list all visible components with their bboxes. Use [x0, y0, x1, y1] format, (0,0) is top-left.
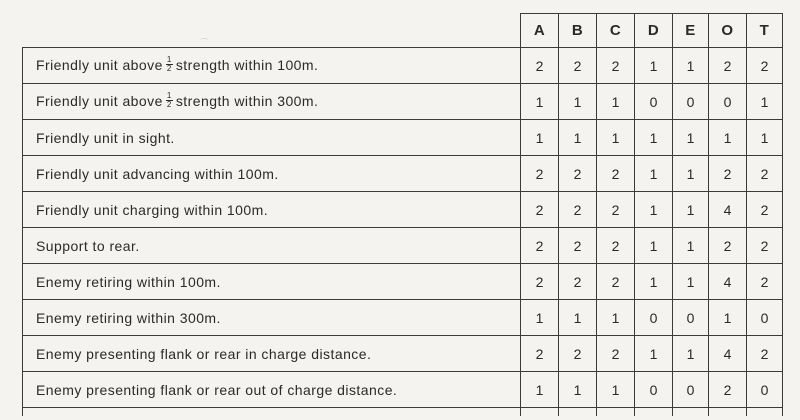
modifier-table [22, 13, 783, 416]
row-description [23, 264, 521, 300]
value-cell-d: 0 [635, 372, 673, 408]
description-text-continued: strength within 300m. [175, 92, 319, 109]
value-cell-c: 2 [597, 228, 635, 264]
description-text: Friendly unit advancing within 100m. [36, 165, 279, 182]
description-text-continued: strength within 100m. [175, 56, 319, 73]
value-cell-e: 1 [673, 156, 709, 192]
column-header-c: C [597, 14, 635, 48]
value-cell-t: 0 [747, 372, 783, 408]
value-cell-t: 2 [747, 264, 783, 300]
empty-cell [521, 408, 559, 417]
column-header-b: B [559, 14, 597, 48]
value-cell-o: 4 [709, 264, 747, 300]
table-row [23, 156, 783, 192]
value-cell-d: 1 [635, 336, 673, 372]
value-cell-c: 1 [597, 84, 635, 120]
description-text: Enemy retiring within 100m. [36, 273, 221, 290]
row-description [23, 300, 521, 336]
column-header-t: T [747, 14, 783, 48]
empty-cell [709, 408, 747, 417]
description-text: Friendly unit above [36, 56, 163, 73]
value-cell-o: 4 [709, 336, 747, 372]
value-cell-e: 1 [673, 336, 709, 372]
value-cell-b: 1 [559, 372, 597, 408]
value-cell-t: 2 [747, 156, 783, 192]
fraction [166, 92, 173, 109]
value-cell-c: 2 [597, 192, 635, 228]
value-cell-a: 2 [521, 336, 559, 372]
value-cell-t: 2 [747, 228, 783, 264]
value-cell-a: 2 [521, 156, 559, 192]
value-cell-d: 1 [635, 156, 673, 192]
value-cell-e: 0 [673, 372, 709, 408]
value-cell-d: 1 [635, 192, 673, 228]
value-cell-c: 1 [597, 372, 635, 408]
value-cell-e: 1 [673, 192, 709, 228]
header-row [23, 14, 783, 48]
value-cell-c: 1 [597, 300, 635, 336]
description-text: Enemy presenting flank or rear out of charge distance. [36, 381, 398, 398]
table-row [23, 372, 783, 408]
header-spacer [23, 14, 521, 48]
value-cell-e: 0 [673, 300, 709, 336]
value-cell-c: 2 [597, 156, 635, 192]
value-cell-e: 1 [673, 48, 709, 84]
value-cell-t: 1 [747, 84, 783, 120]
fraction-numerator: 1 [166, 91, 172, 101]
value-cell-c: 2 [597, 264, 635, 300]
value-cell-o: 2 [709, 156, 747, 192]
fraction-numerator: 1 [166, 55, 172, 65]
table-row [23, 336, 783, 372]
description-text: Enemy retiring within 300m. [36, 309, 221, 326]
row-description [23, 156, 521, 192]
description-text: Friendly unit in sight. [36, 129, 175, 146]
value-cell-d: 1 [635, 264, 673, 300]
value-cell-b: 2 [559, 228, 597, 264]
value-cell-b: 1 [559, 300, 597, 336]
value-cell-b: 2 [559, 336, 597, 372]
value-cell-c: 1 [597, 120, 635, 156]
value-cell-o: 1 [709, 300, 747, 336]
table-row [23, 84, 783, 120]
empty-cell [597, 408, 635, 417]
value-cell-o: 2 [709, 48, 747, 84]
column-header-a: A [521, 14, 559, 48]
value-cell-d: 1 [635, 48, 673, 84]
empty-cell [559, 408, 597, 417]
value-cell-b: 1 [559, 120, 597, 156]
row-description [23, 192, 521, 228]
value-cell-o: 0 [709, 84, 747, 120]
empty-cell [673, 408, 709, 417]
value-cell-a: 2 [521, 264, 559, 300]
fraction-denominator: 2 [166, 100, 172, 110]
value-cell-a: 1 [521, 372, 559, 408]
column-header-o: O [709, 14, 747, 48]
table-row-cut-off [23, 408, 783, 417]
value-cell-a: 2 [521, 48, 559, 84]
value-cell-t: 1 [747, 120, 783, 156]
description-text: Friendly unit charging within 100m. [36, 201, 269, 218]
value-cell-t: 2 [747, 336, 783, 372]
empty-cell [747, 408, 783, 417]
value-cell-b: 2 [559, 156, 597, 192]
table-row [23, 120, 783, 156]
value-cell-a: 1 [521, 300, 559, 336]
row-description [23, 372, 521, 408]
value-cell-b: 2 [559, 48, 597, 84]
table-row [23, 264, 783, 300]
row-description [23, 228, 521, 264]
description-text: Friendly unit above [36, 92, 163, 109]
scan-speck: ·~· [200, 36, 209, 43]
value-cell-d: 0 [635, 300, 673, 336]
row-description [23, 336, 521, 372]
value-cell-a: 2 [521, 228, 559, 264]
value-cell-o: 1 [709, 120, 747, 156]
description-text: Enemy presenting flank or rear in charge distance. [36, 345, 372, 362]
value-cell-o: 2 [709, 228, 747, 264]
description-text: Support to rear. [36, 237, 140, 254]
column-header-e: E [673, 14, 709, 48]
value-cell-t: 2 [747, 192, 783, 228]
column-header-d: D [635, 14, 673, 48]
value-cell-e: 1 [673, 264, 709, 300]
table-row [23, 300, 783, 336]
value-cell-e: 0 [673, 84, 709, 120]
value-cell-a: 2 [521, 192, 559, 228]
value-cell-a: 1 [521, 84, 559, 120]
value-cell-c: 2 [597, 336, 635, 372]
empty-cell [635, 408, 673, 417]
value-cell-t: 0 [747, 300, 783, 336]
value-cell-d: 0 [635, 84, 673, 120]
value-cell-e: 1 [673, 228, 709, 264]
table-row [23, 48, 783, 84]
value-cell-d: 1 [635, 228, 673, 264]
value-cell-d: 1 [635, 120, 673, 156]
table-row [23, 228, 783, 264]
row-description [23, 48, 521, 84]
value-cell-b: 2 [559, 264, 597, 300]
table-row [23, 192, 783, 228]
fraction [166, 56, 173, 73]
value-cell-o: 4 [709, 192, 747, 228]
empty-cell [23, 408, 521, 417]
value-cell-b: 1 [559, 84, 597, 120]
fraction-denominator: 2 [166, 64, 172, 74]
value-cell-a: 1 [521, 120, 559, 156]
value-cell-o: 2 [709, 372, 747, 408]
value-cell-t: 2 [747, 48, 783, 84]
value-cell-c: 2 [597, 48, 635, 84]
row-description [23, 84, 521, 120]
value-cell-e: 1 [673, 120, 709, 156]
value-cell-b: 2 [559, 192, 597, 228]
row-description [23, 120, 521, 156]
